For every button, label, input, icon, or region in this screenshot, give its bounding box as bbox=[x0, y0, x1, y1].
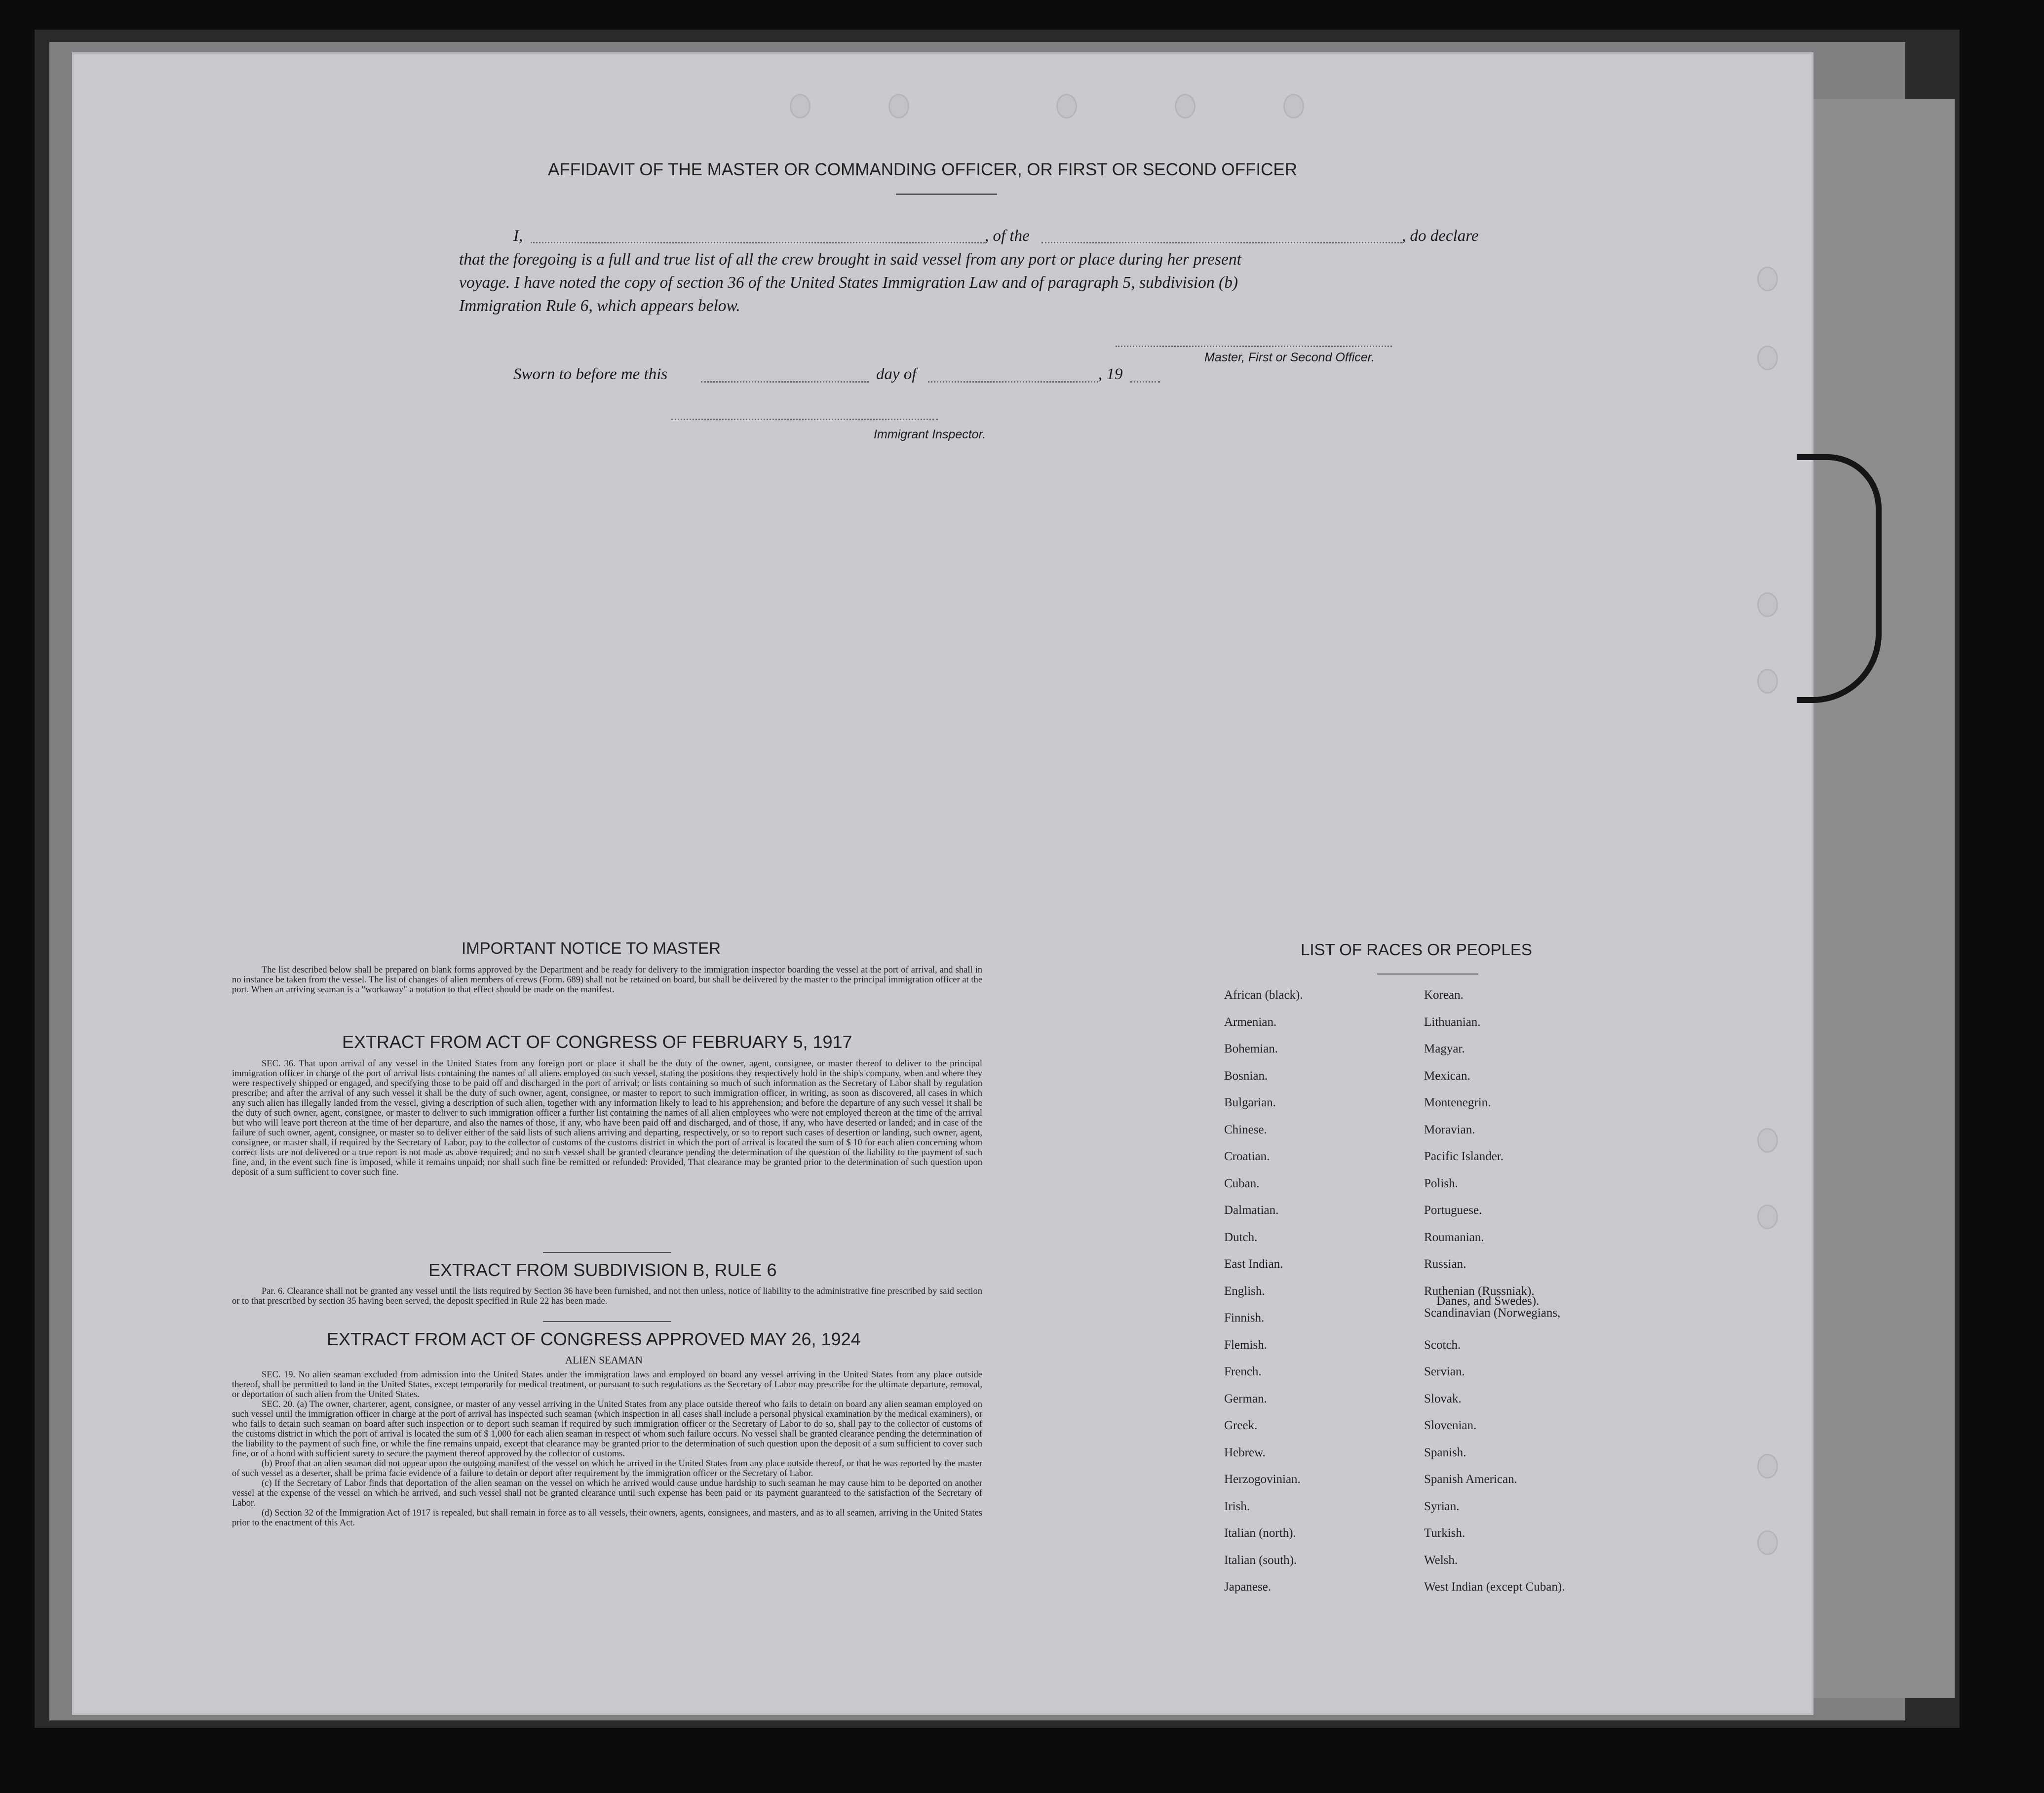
affidavit-do-declare: , do declare bbox=[1402, 227, 1479, 245]
race-item: Danes, and Swedes). bbox=[1436, 1294, 1540, 1308]
race-item: Lithuanian. bbox=[1424, 1015, 1481, 1029]
race-item: Italian (north). bbox=[1224, 1526, 1296, 1540]
race-item: Japanese. bbox=[1224, 1580, 1272, 1594]
race-item: African (black). bbox=[1224, 988, 1303, 1002]
race-item: Herzogovinian. bbox=[1224, 1473, 1301, 1486]
race-item: Pacific Islander. bbox=[1424, 1150, 1504, 1163]
race-item: Korean. bbox=[1424, 988, 1464, 1002]
race-item: Ruthenian (Russniak). bbox=[1424, 1284, 1535, 1298]
affidavit-line-4: Immigration Rule 6, which appears below. bbox=[459, 297, 740, 315]
title-rule bbox=[896, 194, 997, 195]
race-item: Finnish. bbox=[1224, 1311, 1265, 1325]
punch-hole bbox=[790, 94, 810, 118]
extract-1924-text bbox=[232, 1370, 982, 1528]
sec-19-paragraph: SEC. 19. No alien seaman excluded from admission into the United States under the immigration laws and employed on board any vessel arriving in the United States from any place outside thereof, shall be permitted to land in the United States, except temporarily for medical treatment, or pursuant to such regulations as the Secretary of Labor may prescribe for the ultimate departure, removal, or deportation of such alien from the United States. bbox=[232, 1370, 982, 1400]
notice-text: The list described below shall be prepared on blank forms approved by the Department and be ready for delivery to the immigration inspector boarding the vessel at the port of arrival, and shall in no instance be taken from the vessel. The list of changes of alien members of crews (Form. 689) shall not be retained on board, but shall be delivered by the master to the principal immigration officer at the port. When an arriving seaman is a "workaway" a notation to that effect should be made on the manifest. bbox=[232, 965, 982, 995]
affidavit-title: AFFIDAVIT OF THE MASTER OR COMMANDING OFFICER, OR FIRST OR SECOND OFFICER bbox=[548, 160, 1298, 179]
race-item: Greek. bbox=[1224, 1419, 1258, 1432]
day-of-text: day of bbox=[876, 365, 917, 383]
race-item: French. bbox=[1224, 1365, 1262, 1378]
rule6-text: Par. 6. Clearance shall not be granted any vessel until the lists required by Section 36 have been furnished, and not then unless, notice of liability to the administrative fine prescribed by said section or to that prescribed by section 35 having been served, the deposit specified in Rule 22 has been made. bbox=[232, 1286, 982, 1306]
race-item: Slovak. bbox=[1424, 1392, 1462, 1405]
race-item: East Indian. bbox=[1224, 1257, 1283, 1271]
race-item: Bulgarian. bbox=[1224, 1096, 1276, 1109]
punch-hole bbox=[1056, 94, 1077, 118]
punch-hole bbox=[1757, 1530, 1778, 1555]
race-item: English. bbox=[1224, 1284, 1265, 1298]
punch-hole bbox=[1283, 94, 1304, 118]
punch-hole bbox=[1757, 669, 1778, 694]
sec-20d-paragraph: (d) Section 32 of the Immigration Act of 1917 is repealed, but shall remain in force as to all vessels, their owners, agents, consignees, and masters, and as to all seamen, arriving in the United States prior to the enactment of this Act. bbox=[232, 1508, 982, 1528]
race-item: Spanish. bbox=[1424, 1445, 1466, 1459]
extract-1917-title: EXTRACT FROM ACT OF CONGRESS OF FEBRUARY 5, 1917 bbox=[342, 1032, 852, 1052]
punch-hole bbox=[888, 94, 909, 118]
race-item: Magyar. bbox=[1424, 1042, 1465, 1055]
race-item: Dalmatian. bbox=[1224, 1204, 1279, 1217]
races-title: LIST OF RACES OR PEOPLES bbox=[1301, 940, 1532, 959]
race-item: Montenegrin. bbox=[1424, 1096, 1491, 1109]
punch-hole bbox=[1757, 346, 1778, 370]
race-item: Servian. bbox=[1424, 1365, 1465, 1378]
affidavit-line-2: that the foregoing is a full and true list of all the crew brought in said vessel from any port or place during her present bbox=[459, 250, 1241, 269]
sworn-text: Sworn to before me this bbox=[513, 365, 668, 383]
race-item: Bosnian. bbox=[1224, 1069, 1268, 1083]
sec-20c-paragraph: (c) If the Secretary of Labor finds that deportation of the alien seaman on the vessel on which he arrived would cause undue hardship to such seaman he may cause him to be deported on another vessel at the expense of the vessel on which he arrived, and such vessel shall not be granted clearance until such expense has been paid or its payment guaranteed to the satisfaction of the Secretary of Labor. bbox=[232, 1479, 982, 1508]
form-sheet bbox=[74, 54, 1812, 1713]
punch-hole bbox=[1175, 94, 1196, 118]
race-item: Cuban. bbox=[1224, 1176, 1260, 1190]
race-item: Bohemian. bbox=[1224, 1042, 1278, 1055]
master-signature-label: Master, First or Second Officer. bbox=[1204, 351, 1375, 364]
race-item: Syrian. bbox=[1424, 1499, 1460, 1513]
punch-hole bbox=[1757, 1454, 1778, 1479]
punch-hole bbox=[1757, 1205, 1778, 1229]
section-rule bbox=[543, 1252, 671, 1253]
race-item: German. bbox=[1224, 1392, 1267, 1405]
sec-20a-paragraph: SEC. 20. (a) The owner, charterer, agent, consignee, or master of any vessel arriving in the United States from any place outside thereof who fails to detain on board any alien seaman employed on such vessel until the immigration officer in charge at the port of arrival has inspected such seaman (which inspection in all cases shall include a personal physical examination by the medical examiners), or who fails to detain such seaman on board after such inspection or to deport such seaman if required by such immigration officer or the Secretary of Labor to do so, shall pay to the collector of customs of the customs district in which the port of arrival is located the sum of $ 1,000 for each alien seaman in respect of whom such failure occurs. No vessel shall be granted clearance pending the determination of the liability to the payment of such fine, or while the fine remains unpaid, except that clearance may be granted prior to the determination of such question upon the deposit of a sum sufficient to cover such fine, or of a bond with sufficient surety to secure the payment thereof approved by the collector of customs. bbox=[232, 1400, 982, 1459]
race-item: Armenian. bbox=[1224, 1015, 1277, 1029]
race-item: Hebrew. bbox=[1224, 1445, 1266, 1459]
race-item: Italian (south). bbox=[1224, 1553, 1297, 1567]
affidavit-i: I, bbox=[513, 227, 523, 245]
race-item: Scandinavian (Norwegians, bbox=[1424, 1306, 1561, 1320]
punch-hole bbox=[1757, 1128, 1778, 1153]
rule6-title: EXTRACT FROM SUBDIVISION B, RULE 6 bbox=[428, 1260, 777, 1280]
punch-hole bbox=[1757, 267, 1778, 291]
race-item: Spanish American. bbox=[1424, 1473, 1517, 1486]
race-item: Croatian. bbox=[1224, 1150, 1270, 1163]
race-item: Dutch. bbox=[1224, 1230, 1258, 1244]
race-item: Portuguese. bbox=[1424, 1204, 1482, 1217]
master-signature-line[interactable] bbox=[1116, 346, 1392, 347]
vessel-line[interactable] bbox=[1041, 242, 1402, 243]
affidavit-line-3: voyage. I have noted the copy of section 36 of the United States Immigration Law and of paragraph 5, subdivision (b) bbox=[459, 273, 1238, 292]
race-item: Chinese. bbox=[1224, 1123, 1267, 1136]
race-item: Slovenian. bbox=[1424, 1419, 1477, 1432]
sworn-year-line[interactable] bbox=[1130, 381, 1160, 383]
alien-seaman-subtitle: ALIEN SEAMAN bbox=[565, 1354, 643, 1366]
race-item: Flemish. bbox=[1224, 1338, 1267, 1352]
race-item: Mexican. bbox=[1424, 1069, 1470, 1083]
sworn-month-line[interactable] bbox=[928, 381, 1098, 383]
race-item: Scotch. bbox=[1424, 1338, 1461, 1352]
race-item: Russian. bbox=[1424, 1257, 1466, 1271]
race-item: Polish. bbox=[1424, 1176, 1458, 1190]
inspector-signature-line[interactable] bbox=[671, 419, 938, 420]
binding-string bbox=[1797, 454, 1882, 703]
extract-1924-title: EXTRACT FROM ACT OF CONGRESS APPROVED MAY 26, 1924 bbox=[327, 1329, 861, 1349]
section-rule bbox=[543, 1321, 671, 1322]
race-item: Roumanian. bbox=[1424, 1230, 1484, 1244]
sec-20b-paragraph: (b) Proof that an alien seaman did not appear upon the outgoing manifest of the vessel on which he arrived in the United States from any place outside thereof, or that he was reported by the master of such vessel as a deserter, shall be prima facie evidence of a failure to detain or deport after requirement by the immigration officer or the Secretary of Labor. bbox=[232, 1459, 982, 1479]
name-line[interactable] bbox=[531, 242, 985, 243]
sworn-day-line[interactable] bbox=[701, 381, 869, 383]
race-item: Irish. bbox=[1224, 1499, 1250, 1513]
race-item: Moravian. bbox=[1424, 1123, 1475, 1136]
affidavit-of-the: , of the bbox=[985, 227, 1030, 245]
notice-title: IMPORTANT NOTICE TO MASTER bbox=[462, 939, 721, 957]
race-item: Turkish. bbox=[1424, 1526, 1466, 1540]
inspector-label: Immigrant Inspector. bbox=[874, 428, 986, 441]
race-item: West Indian (except Cuban). bbox=[1424, 1580, 1565, 1594]
extract-1917-text: SEC. 36. That upon arrival of any vessel in the United States from any foreign port or place it shall be the duty of the owner, agent, consignee, or master thereof to deliver to the principal immigration officer in charge of the port of arrival lists containing the names of all aliens employed on such vessel, stating the positions they respectively hold in the ship's company, when and where they were respectively shipped or engaged, and specifying those to be paid off and discharged in the port of arrival; or lists containing so much of such information as the Secretary of Labor shall by regulation prescribe; and after the arrival of any such vessel it shall be the duty of such owner, agent, consignee, or master to report to such immigration officer, in writing, as soon as discovered, all cases in which any such alien has illegally landed from the vessel, giving a description of such alien, together with any information likely to lead to his apprehension; and before the departure of any such vessel it shall be the duty of such owner, agent, consignee, or master to deliver to such immigration officer a further list containing the names of all alien employees who were not employed thereon at the time of the arrival but who will leave port thereon at the time of her departure, and also the names of those, if any, who have been paid off and discharged, and of those, if any, who have deserted or landed; and in case of the failure of such owner, agent, consignee, or master so to deliver either of the said lists of such aliens arriving and departing, respectively, or so to report such cases of desertion or landing, such owner, agent, consignee, or master shall, if required by the Secretary of Labor, pay to the collector of customs of the customs district in which the port of arrival is located the sum of $ 10 for each alien concerning whom correct lists are not delivered or a true report is not made as above required; and no such vessel shall be granted clearance pending the determination of the question of the liability to the payment of such fine, and, in the event such fine is imposed, while it remains unpaid; nor shall such fine be remitted or refunded: Provided, That clearance may be granted prior to the determination of such question upon deposit of a sum sufficient to cover such fine. bbox=[232, 1059, 982, 1177]
year-text: , 19 bbox=[1098, 365, 1123, 383]
race-item: Welsh. bbox=[1424, 1553, 1458, 1567]
punch-hole bbox=[1757, 592, 1778, 617]
